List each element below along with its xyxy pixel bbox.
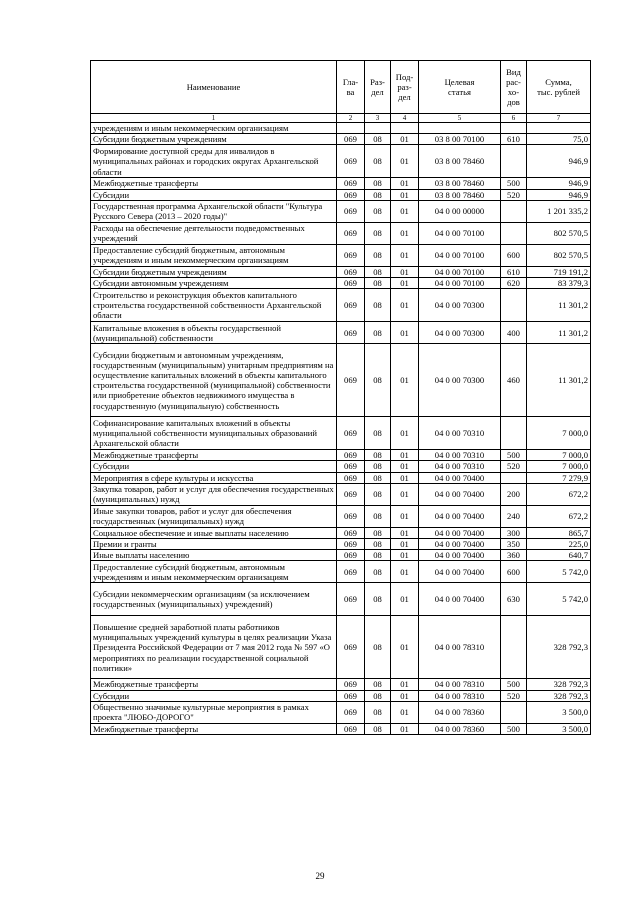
- cell-vid: 630: [501, 583, 527, 616]
- cell-podrazdel: 01: [391, 583, 419, 616]
- cell-csr: 04 0 00 70400: [419, 583, 501, 616]
- page-number: 29: [315, 871, 325, 881]
- cell-summa: [527, 123, 591, 134]
- cell-vid: 600: [501, 244, 527, 266]
- cell-razdel: 08: [365, 583, 391, 616]
- table-row: [91, 417, 591, 450]
- cell-glava: 069: [337, 322, 365, 344]
- cell-vid: 610: [501, 134, 527, 145]
- table-row: [91, 679, 591, 690]
- cell-glava: 069: [337, 266, 365, 277]
- cell-name: Мероприятия в сфере культуры и искусства: [91, 472, 337, 483]
- cell-podrazdel: 01: [391, 616, 419, 679]
- cell-name: Софинансирование капитальных вложений в объекты муниципальной собственности муниципальных образований Архангельской области: [91, 417, 337, 450]
- cell-name: Расходы на обеспечение деятельности подведомственных учреждений: [91, 222, 337, 244]
- cell-summa: 11 301,2: [527, 322, 591, 344]
- header-csr: Целевая статья: [419, 61, 501, 114]
- cell-vid: 360: [501, 550, 527, 561]
- cell-podrazdel: 01: [391, 344, 419, 417]
- cell-summa: 1 201 335,2: [527, 200, 591, 222]
- cell-glava: [337, 123, 365, 134]
- cell-csr: 04 0 00 70400: [419, 472, 501, 483]
- cell-glava: 069: [337, 723, 365, 734]
- cell-vid: 500: [501, 450, 527, 461]
- cell-podrazdel: 01: [391, 561, 419, 583]
- cell-csr: 04 0 00 78360: [419, 701, 501, 723]
- cell-razdel: 08: [365, 461, 391, 472]
- cell-summa: 865,7: [527, 527, 591, 538]
- table-row: [91, 200, 591, 222]
- cell-csr: 04 0 00 70100: [419, 278, 501, 289]
- cell-name: Предоставление субсидий бюджетным, автономным учреждениям и иным некоммерческим организациям: [91, 244, 337, 266]
- cell-csr: 03 8 00 78460: [419, 145, 501, 178]
- cell-csr: 03 8 00 70100: [419, 134, 501, 145]
- column-number: 1: [91, 114, 337, 123]
- cell-csr: 04 0 00 70400: [419, 539, 501, 550]
- cell-vid: 200: [501, 483, 527, 505]
- cell-summa: 328 792,3: [527, 679, 591, 690]
- cell-razdel: 08: [365, 690, 391, 701]
- cell-name: Субсидии автономным учреждениям: [91, 278, 337, 289]
- budget-table: [90, 60, 591, 735]
- cell-vid: 500: [501, 723, 527, 734]
- cell-podrazdel: 01: [391, 701, 419, 723]
- cell-vid: 400: [501, 322, 527, 344]
- table-row: [91, 450, 591, 461]
- cell-name: Субсидии бюджетным учреждениям: [91, 134, 337, 145]
- cell-glava: 069: [337, 278, 365, 289]
- cell-summa: 11 301,2: [527, 289, 591, 322]
- cell-csr: 04 0 00 70300: [419, 289, 501, 322]
- cell-name: Межбюджетные трансферты: [91, 679, 337, 690]
- column-number: 2: [337, 114, 365, 123]
- cell-razdel: 08: [365, 483, 391, 505]
- cell-csr: 04 0 00 70400: [419, 483, 501, 505]
- cell-glava: 069: [337, 505, 365, 527]
- cell-name: Межбюджетные трансферты: [91, 178, 337, 189]
- cell-summa: 672,2: [527, 483, 591, 505]
- cell-vid: 500: [501, 679, 527, 690]
- cell-name: Формирование доступной среды для инвалидов в муниципальных районах и городских округах Архангельской области: [91, 145, 337, 178]
- cell-glava: 069: [337, 450, 365, 461]
- cell-podrazdel: 01: [391, 322, 419, 344]
- cell-csr: 04 0 00 70300: [419, 322, 501, 344]
- cell-podrazdel: 01: [391, 289, 419, 322]
- cell-csr: 04 0 00 70100: [419, 244, 501, 266]
- table-row: [91, 189, 591, 200]
- cell-razdel: 08: [365, 505, 391, 527]
- cell-razdel: 08: [365, 200, 391, 222]
- cell-glava: 069: [337, 472, 365, 483]
- cell-podrazdel: 01: [391, 461, 419, 472]
- cell-name: Субсидии некоммерческим организациям (за исключением государственных (муниципальных) учреждений): [91, 583, 337, 616]
- cell-name: Государственная программа Архангельской области "Культура Русского Севера (2013 – 2020 годы)": [91, 200, 337, 222]
- cell-podrazdel: 01: [391, 417, 419, 450]
- cell-podrazdel: 01: [391, 450, 419, 461]
- cell-summa: 3 500,0: [527, 701, 591, 723]
- cell-razdel: 08: [365, 322, 391, 344]
- cell-glava: 069: [337, 189, 365, 200]
- cell-podrazdel: 01: [391, 505, 419, 527]
- cell-csr: 04 0 00 78360: [419, 723, 501, 734]
- cell-glava: 069: [337, 701, 365, 723]
- cell-summa: 225,0: [527, 539, 591, 550]
- cell-summa: 83 379,3: [527, 278, 591, 289]
- cell-name: Закупка товаров, работ и услуг для обеспечения государственных (муниципальных) нужд: [91, 483, 337, 505]
- cell-razdel: 08: [365, 134, 391, 145]
- cell-name: Повышение средней заработной платы работников муниципальных учреждений культуры в целях реализации Указа Президента Российской Федерации от 7 мая 2012 года № 597 «О мероприятиях по реализации государственной социальной политики»: [91, 616, 337, 679]
- cell-csr: 04 0 00 78310: [419, 679, 501, 690]
- table-row: [91, 134, 591, 145]
- cell-name: Премии и гранты: [91, 539, 337, 550]
- cell-podrazdel: 01: [391, 244, 419, 266]
- table-row: [91, 690, 591, 701]
- cell-vid: 520: [501, 189, 527, 200]
- cell-summa: 328 792,3: [527, 616, 591, 679]
- cell-name: Социальное обеспечение и иные выплаты населению: [91, 527, 337, 538]
- column-number: 4: [391, 114, 419, 123]
- cell-vid: [501, 123, 527, 134]
- table-body: [91, 123, 591, 735]
- cell-glava: 069: [337, 527, 365, 538]
- cell-summa: 7 000,0: [527, 450, 591, 461]
- header-name: Наименование: [91, 61, 337, 114]
- cell-razdel: 08: [365, 561, 391, 583]
- cell-glava: 069: [337, 344, 365, 417]
- cell-csr: [419, 123, 501, 134]
- column-number: 7: [527, 114, 591, 123]
- cell-csr: 04 0 00 78310: [419, 690, 501, 701]
- table-row: [91, 278, 591, 289]
- cell-podrazdel: 01: [391, 472, 419, 483]
- cell-csr: 04 0 00 78310: [419, 616, 501, 679]
- cell-glava: 069: [337, 178, 365, 189]
- cell-glava: 069: [337, 244, 365, 266]
- cell-name: Предоставление субсидий бюджетным, автономным учреждениям и иным некоммерческим организациям: [91, 561, 337, 583]
- cell-vid: 350: [501, 539, 527, 550]
- cell-razdel: 08: [365, 344, 391, 417]
- cell-glava: 069: [337, 539, 365, 550]
- cell-summa: 802 570,5: [527, 222, 591, 244]
- cell-summa: 5 742,0: [527, 583, 591, 616]
- cell-csr: 04 0 00 70400: [419, 561, 501, 583]
- cell-podrazdel: 01: [391, 723, 419, 734]
- cell-csr: 04 0 00 00000: [419, 200, 501, 222]
- cell-csr: 04 0 00 70100: [419, 266, 501, 277]
- cell-summa: 328 792,3: [527, 690, 591, 701]
- table-row: [91, 289, 591, 322]
- cell-glava: 069: [337, 483, 365, 505]
- cell-razdel: 08: [365, 266, 391, 277]
- column-number-row: [91, 114, 591, 123]
- cell-razdel: 08: [365, 527, 391, 538]
- cell-name: Иные выплаты населению: [91, 550, 337, 561]
- cell-razdel: 08: [365, 178, 391, 189]
- cell-glava: 069: [337, 134, 365, 145]
- cell-glava: 069: [337, 222, 365, 244]
- cell-razdel: 08: [365, 701, 391, 723]
- cell-vid: [501, 417, 527, 450]
- cell-summa: 640,7: [527, 550, 591, 561]
- cell-razdel: 08: [365, 278, 391, 289]
- table-row: [91, 344, 591, 417]
- cell-csr: 04 0 00 70100: [419, 222, 501, 244]
- cell-summa: 672,2: [527, 505, 591, 527]
- table-row: [91, 472, 591, 483]
- header-razdel: Раз- дел: [365, 61, 391, 114]
- cell-razdel: 08: [365, 145, 391, 178]
- cell-podrazdel: 01: [391, 483, 419, 505]
- column-number: 6: [501, 114, 527, 123]
- cell-glava: 069: [337, 289, 365, 322]
- cell-name: Субсидии бюджетным и автономным учреждениям, государственным (муниципальным) унитарным предприятиям на осуществление капитальных вложений в объекты капитального строительства государственной (муниципальной) собственности или приобретение объектов недвижимого имущества в государственную (муниципальную) собственность: [91, 344, 337, 417]
- cell-vid: 520: [501, 690, 527, 701]
- cell-podrazdel: 01: [391, 679, 419, 690]
- cell-glava: 069: [337, 583, 365, 616]
- table-row: [91, 222, 591, 244]
- cell-summa: 75,0: [527, 134, 591, 145]
- cell-razdel: 08: [365, 550, 391, 561]
- table-row: [91, 701, 591, 723]
- cell-podrazdel: 01: [391, 278, 419, 289]
- cell-csr: 03 8 00 78460: [419, 178, 501, 189]
- cell-vid: 610: [501, 266, 527, 277]
- table-header-row: [91, 61, 591, 114]
- cell-podrazdel: 01: [391, 222, 419, 244]
- cell-name: Общественно значимые культурные мероприятия в рамках проекта "ЛЮБО-ДОРОГО": [91, 701, 337, 723]
- cell-summa: 946,9: [527, 189, 591, 200]
- cell-razdel: 08: [365, 450, 391, 461]
- cell-razdel: 08: [365, 289, 391, 322]
- cell-razdel: 08: [365, 472, 391, 483]
- cell-glava: 069: [337, 145, 365, 178]
- cell-name: Капитальные вложения в объекты государственной (муниципальной) собственности: [91, 322, 337, 344]
- cell-name: Субсидии: [91, 461, 337, 472]
- cell-csr: 04 0 00 70310: [419, 450, 501, 461]
- cell-glava: 069: [337, 550, 365, 561]
- table-row: [91, 561, 591, 583]
- cell-podrazdel: 01: [391, 134, 419, 145]
- cell-razdel: 08: [365, 417, 391, 450]
- cell-csr: 04 0 00 70400: [419, 550, 501, 561]
- cell-vid: [501, 616, 527, 679]
- cell-csr: 03 8 00 78460: [419, 189, 501, 200]
- cell-podrazdel: 01: [391, 145, 419, 178]
- cell-summa: 719 191,2: [527, 266, 591, 277]
- table-row: [91, 723, 591, 734]
- cell-csr: 04 0 00 70300: [419, 344, 501, 417]
- cell-podrazdel: 01: [391, 178, 419, 189]
- cell-summa: 7 279,9: [527, 472, 591, 483]
- cell-podrazdel: 01: [391, 189, 419, 200]
- cell-summa: 946,9: [527, 145, 591, 178]
- table-row: [91, 145, 591, 178]
- cell-razdel: 08: [365, 539, 391, 550]
- table-row: [91, 322, 591, 344]
- table-row: [91, 505, 591, 527]
- header-summa: Сумма, тыс. рублей: [527, 61, 591, 114]
- cell-podrazdel: 01: [391, 200, 419, 222]
- cell-name: Строительство и реконструкция объектов капитального строительства государственной собственности Архангельской области: [91, 289, 337, 322]
- cell-vid: 300: [501, 527, 527, 538]
- cell-name: Субсидии бюджетным учреждениям: [91, 266, 337, 277]
- table-row: [91, 483, 591, 505]
- cell-name: учреждениям и иным некоммерческим организациям: [91, 123, 337, 134]
- column-number: 3: [365, 114, 391, 123]
- cell-razdel: 08: [365, 244, 391, 266]
- cell-glava: 069: [337, 679, 365, 690]
- cell-glava: 069: [337, 200, 365, 222]
- cell-summa: 3 500,0: [527, 723, 591, 734]
- cell-vid: 520: [501, 461, 527, 472]
- cell-vid: 500: [501, 178, 527, 189]
- cell-podrazdel: 01: [391, 266, 419, 277]
- cell-name: Субсидии: [91, 189, 337, 200]
- table-row: [91, 583, 591, 616]
- cell-glava: 069: [337, 461, 365, 472]
- header-vid: Вид рас- хо- дов: [501, 61, 527, 114]
- cell-csr: 04 0 00 70400: [419, 505, 501, 527]
- table-row: [91, 266, 591, 277]
- cell-summa: 802 570,5: [527, 244, 591, 266]
- cell-summa: 7 000,0: [527, 417, 591, 450]
- table-row: [91, 527, 591, 538]
- cell-razdel: 08: [365, 222, 391, 244]
- cell-vid: [501, 289, 527, 322]
- cell-name: Межбюджетные трансферты: [91, 450, 337, 461]
- table-row: [91, 461, 591, 472]
- cell-podrazdel: [391, 123, 419, 134]
- table-row: [91, 616, 591, 679]
- cell-vid: 620: [501, 278, 527, 289]
- cell-name: Межбюджетные трансферты: [91, 723, 337, 734]
- cell-podrazdel: 01: [391, 690, 419, 701]
- cell-razdel: 08: [365, 616, 391, 679]
- cell-summa: 11 301,2: [527, 344, 591, 417]
- cell-summa: 5 742,0: [527, 561, 591, 583]
- cell-name: Субсидии: [91, 690, 337, 701]
- cell-podrazdel: 01: [391, 527, 419, 538]
- table-row: [91, 178, 591, 189]
- table-row: [91, 550, 591, 561]
- cell-csr: 04 0 00 70310: [419, 417, 501, 450]
- cell-vid: 460: [501, 344, 527, 417]
- cell-vid: [501, 701, 527, 723]
- cell-summa: 946,9: [527, 178, 591, 189]
- header-podrazdel: Под- раз- дел: [391, 61, 419, 114]
- cell-razdel: [365, 123, 391, 134]
- table-row: [91, 539, 591, 550]
- cell-vid: [501, 222, 527, 244]
- cell-vid: [501, 472, 527, 483]
- cell-vid: [501, 145, 527, 178]
- table-row: [91, 123, 591, 134]
- cell-glava: 069: [337, 417, 365, 450]
- table-row: [91, 244, 591, 266]
- cell-glava: 069: [337, 616, 365, 679]
- column-number: 5: [419, 114, 501, 123]
- cell-razdel: 08: [365, 723, 391, 734]
- cell-csr: 04 0 00 70310: [419, 461, 501, 472]
- cell-podrazdel: 01: [391, 539, 419, 550]
- cell-vid: 240: [501, 505, 527, 527]
- cell-razdel: 08: [365, 679, 391, 690]
- cell-glava: 069: [337, 561, 365, 583]
- cell-razdel: 08: [365, 189, 391, 200]
- cell-podrazdel: 01: [391, 550, 419, 561]
- cell-vid: 600: [501, 561, 527, 583]
- cell-vid: [501, 200, 527, 222]
- cell-csr: 04 0 00 70400: [419, 527, 501, 538]
- header-glava: Гла- ва: [337, 61, 365, 114]
- cell-summa: 7 000,0: [527, 461, 591, 472]
- cell-name: Иные закупки товаров, работ и услуг для обеспечения государственных (муниципальных) нужд: [91, 505, 337, 527]
- cell-glava: 069: [337, 690, 365, 701]
